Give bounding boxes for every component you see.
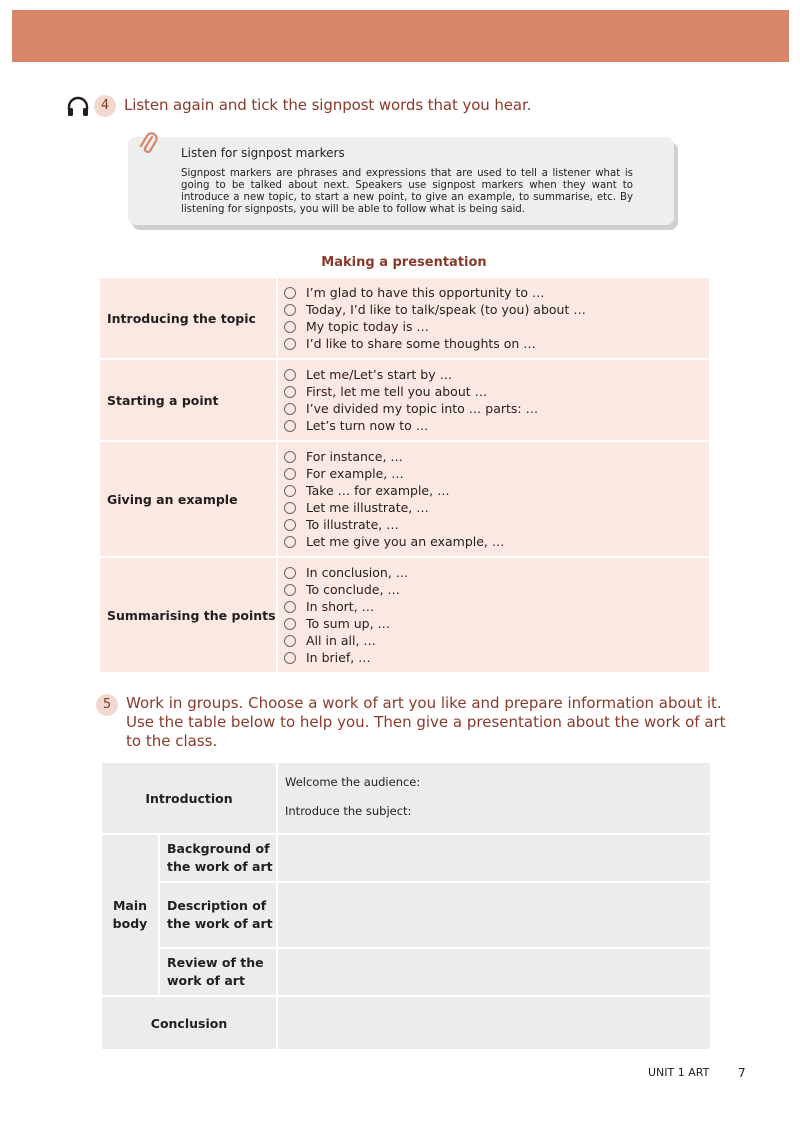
task-instruction: Listen again and tick the signpost words that you hear. [124, 96, 532, 114]
tick-circle[interactable] [284, 468, 296, 480]
list-item [284, 301, 709, 318]
headphones-icon [66, 95, 90, 119]
conclusion-label: Conclusion [101, 996, 277, 1050]
review-answer-cell[interactable] [277, 948, 711, 996]
list-item [284, 318, 709, 335]
tick-circle[interactable] [284, 338, 296, 350]
option-text: Today, I’d like to talk/speak (to you) about … [306, 302, 586, 317]
list-item [284, 400, 709, 417]
list-item [284, 284, 709, 301]
options-list [278, 558, 709, 672]
list-item [284, 499, 709, 516]
list-item [284, 383, 709, 400]
task-instruction: Work in groups. Choose a work of art you like and prepare information about it. Use the table below to help you. Then give a presentation about the work of art to the class. [126, 694, 726, 750]
background-answer-cell[interactable] [277, 834, 711, 882]
list-item [284, 533, 709, 550]
option-text: To sum up, … [306, 616, 391, 631]
tick-circle[interactable] [284, 584, 296, 596]
tip-body: Signpost markers are phrases and expressions that are used to tell a listener what is going to be talked about next. Speakers use signpost markers when they want to introduce a new topic, to start a new point, to give an example, to summarise, etc. By listening for signposts, you will be able to follow what is being said. [181, 168, 633, 215]
review-label: Review of the work of art [159, 948, 277, 996]
option-text: I’d like to share some thoughts on … [306, 336, 536, 351]
option-text: To illustrate, … [306, 517, 399, 532]
list-item [284, 417, 709, 434]
tick-circle[interactable] [284, 567, 296, 579]
table-row [100, 278, 709, 360]
paperclip-icon [139, 132, 159, 158]
option-text: All in all, … [306, 633, 376, 648]
option-text: In conclusion, … [306, 565, 409, 580]
option-text: Let me give you an example, … [306, 534, 505, 549]
option-text: Take … for example, … [306, 483, 450, 498]
tick-circle[interactable] [284, 652, 296, 664]
category-label: Summarising the points [100, 558, 278, 672]
art-presentation-table [100, 761, 712, 1051]
conclusion-answer-cell[interactable] [277, 996, 711, 1050]
introduction-label: Introduction [101, 762, 277, 834]
option-text: I’m glad to have this opportunity to … [306, 285, 545, 300]
tick-circle[interactable] [284, 451, 296, 463]
tick-circle[interactable] [284, 635, 296, 647]
category-label: Giving an example [100, 442, 278, 556]
tick-circle[interactable] [284, 369, 296, 381]
option-text: Let me/Let’s start by … [306, 367, 453, 382]
list-item [284, 366, 709, 383]
category-label: Starting a point [100, 360, 278, 440]
list-item [284, 564, 709, 581]
tick-circle[interactable] [284, 304, 296, 316]
option-text: First, let me tell you about … [306, 384, 488, 399]
list-item [284, 581, 709, 598]
list-item [284, 448, 709, 465]
signpost-table [100, 278, 709, 674]
task-number: 5 [96, 694, 118, 716]
introduction-cell[interactable] [277, 762, 711, 834]
table-row [100, 360, 709, 442]
tick-circle[interactable] [284, 485, 296, 497]
table-row [100, 558, 709, 674]
task-number: 4 [94, 95, 116, 117]
description-label: Description of the work of art [159, 882, 277, 948]
tick-circle[interactable] [284, 420, 296, 432]
list-item [284, 615, 709, 632]
top-banner [12, 10, 789, 62]
tick-circle[interactable] [284, 601, 296, 613]
options-list [278, 278, 709, 358]
list-item [284, 516, 709, 533]
table-title: Making a presentation [321, 255, 487, 270]
main-body-label: Main body [101, 834, 159, 996]
option-text: Let me illustrate, … [306, 500, 429, 515]
page-number: 7 [738, 1066, 746, 1080]
footer-unit: UNIT 1 ART [648, 1066, 710, 1079]
task-4-heading [66, 95, 766, 119]
tick-circle[interactable] [284, 403, 296, 415]
description-answer-cell[interactable] [277, 882, 711, 948]
option-text: In short, … [306, 599, 375, 614]
options-list [278, 360, 709, 440]
list-item [284, 465, 709, 482]
welcome-prompt: Welcome the audience: [285, 775, 421, 789]
tick-circle[interactable] [284, 618, 296, 630]
tick-circle[interactable] [284, 321, 296, 333]
introduce-prompt: Introduce the subject: [285, 804, 412, 818]
background-label: Background of the work of art [159, 834, 277, 882]
list-item [284, 632, 709, 649]
option-text: Let’s turn now to … [306, 418, 429, 433]
tip-title: Listen for signpost markers [181, 146, 345, 160]
tick-circle[interactable] [284, 502, 296, 514]
list-item [284, 649, 709, 666]
list-item [284, 335, 709, 352]
list-item [284, 598, 709, 615]
option-text: My topic today is … [306, 319, 429, 334]
list-item [284, 482, 709, 499]
category-label: Introducing the topic [100, 278, 278, 358]
tick-circle[interactable] [284, 386, 296, 398]
option-text: In brief, … [306, 650, 371, 665]
tick-circle[interactable] [284, 536, 296, 548]
tick-circle[interactable] [284, 287, 296, 299]
option-text: To conclude, … [306, 582, 400, 597]
options-list [278, 442, 709, 556]
table-row [100, 442, 709, 558]
option-text: For instance, … [306, 449, 403, 464]
option-text: I’ve divided my topic into … parts: … [306, 401, 539, 416]
tick-circle[interactable] [284, 519, 296, 531]
option-text: For example, … [306, 466, 404, 481]
